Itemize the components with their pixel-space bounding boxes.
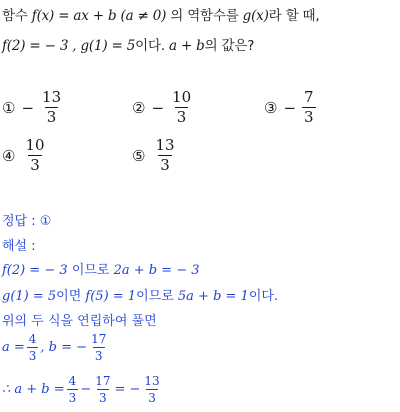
question-text: 이다.: [135, 38, 170, 54]
question-text: 라 할 때,: [268, 8, 320, 24]
denominator: 3: [148, 391, 156, 405]
minus-sign: −: [80, 382, 92, 397]
choice-number: ②: [132, 98, 146, 117]
numerator: 7: [304, 88, 314, 106]
solution-line-3: 위의 두 식을 연립하여 풀면: [2, 314, 157, 329]
equation: f(5) = 1: [85, 289, 137, 304]
choice-number: ④: [2, 146, 16, 165]
solution-line-5: [2, 375, 164, 404]
numerator: 4: [68, 374, 77, 388]
denominator: 3: [46, 108, 57, 126]
denominator: 3: [28, 349, 37, 363]
solution-line-2: [2, 285, 278, 304]
fraction: [89, 333, 108, 362]
fraction: [27, 333, 39, 362]
choice-sign: −: [283, 98, 297, 117]
function-definition: f(x) = ax + b (a ≠ 0): [31, 8, 167, 24]
question-line-2: [2, 34, 254, 54]
numerator: 13: [42, 88, 62, 106]
target-expression: a + b: [169, 38, 205, 54]
equation: 2a + b = − 3: [113, 263, 200, 278]
solution-text: 이다.: [248, 289, 279, 304]
denominator: 3: [94, 349, 103, 363]
denominator: 3: [176, 108, 187, 126]
choice-2[interactable]: [132, 90, 195, 125]
choice-number: ③: [264, 98, 278, 117]
given-conditions: f(2) = − 3 , g(1) = 5: [2, 38, 136, 54]
fraction: [142, 375, 161, 404]
choice-number: ①: [2, 98, 16, 117]
solution-text: 이므로: [71, 263, 114, 278]
numerator: 17: [95, 374, 111, 388]
choice-3[interactable]: [264, 90, 318, 125]
numerator: 4: [28, 332, 37, 346]
choice-1[interactable]: [2, 90, 65, 125]
numerator: 17: [91, 332, 107, 346]
question-text: 의 역함수를: [166, 8, 243, 24]
solution-text: 이므로: [136, 289, 178, 304]
fraction: [93, 375, 112, 404]
equation: ∴ a + b =: [2, 382, 65, 397]
choice-fraction: [40, 90, 63, 125]
solution-line-1: [2, 259, 200, 278]
equation: g(1) = 5: [2, 289, 57, 304]
denominator: 3: [30, 156, 40, 174]
equation: 5a + b = 1: [177, 289, 249, 304]
fraction: [67, 375, 79, 404]
choice-fraction: [23, 138, 46, 173]
equation: f(2) = − 3: [2, 263, 72, 278]
denominator: 3: [68, 391, 77, 405]
choice-fraction: [170, 90, 193, 125]
denominator: 3: [160, 156, 170, 174]
explanation-label: 해설 :: [2, 239, 36, 254]
numerator: 13: [144, 374, 160, 388]
equation: a =: [2, 340, 25, 355]
numerator: 10: [172, 88, 192, 106]
denominator: 3: [99, 391, 107, 405]
choice-4[interactable]: [2, 138, 49, 173]
question-line-1: [2, 4, 319, 24]
question-text: 의 값은?: [204, 38, 255, 54]
solution-text: 이면: [56, 289, 86, 304]
choice-sign: −: [21, 98, 35, 117]
solution-line-4: [2, 333, 110, 362]
denominator: 3: [304, 108, 314, 126]
choice-5[interactable]: [132, 138, 179, 173]
choice-sign: −: [151, 98, 165, 117]
choice-fraction: [302, 90, 316, 125]
answer-value: ①: [39, 214, 52, 229]
question-text: 함수: [2, 8, 32, 24]
numerator: 10: [25, 136, 45, 154]
equals-sign: = −: [114, 382, 141, 397]
inverse-function: g(x): [242, 8, 269, 24]
choice-number: ⑤: [132, 146, 146, 165]
answer-label: 정답 :: [2, 214, 40, 229]
answer-line: [2, 210, 51, 229]
choice-fraction: [153, 138, 176, 173]
numerator: 13: [155, 136, 175, 154]
equation: , b = −: [40, 340, 88, 355]
